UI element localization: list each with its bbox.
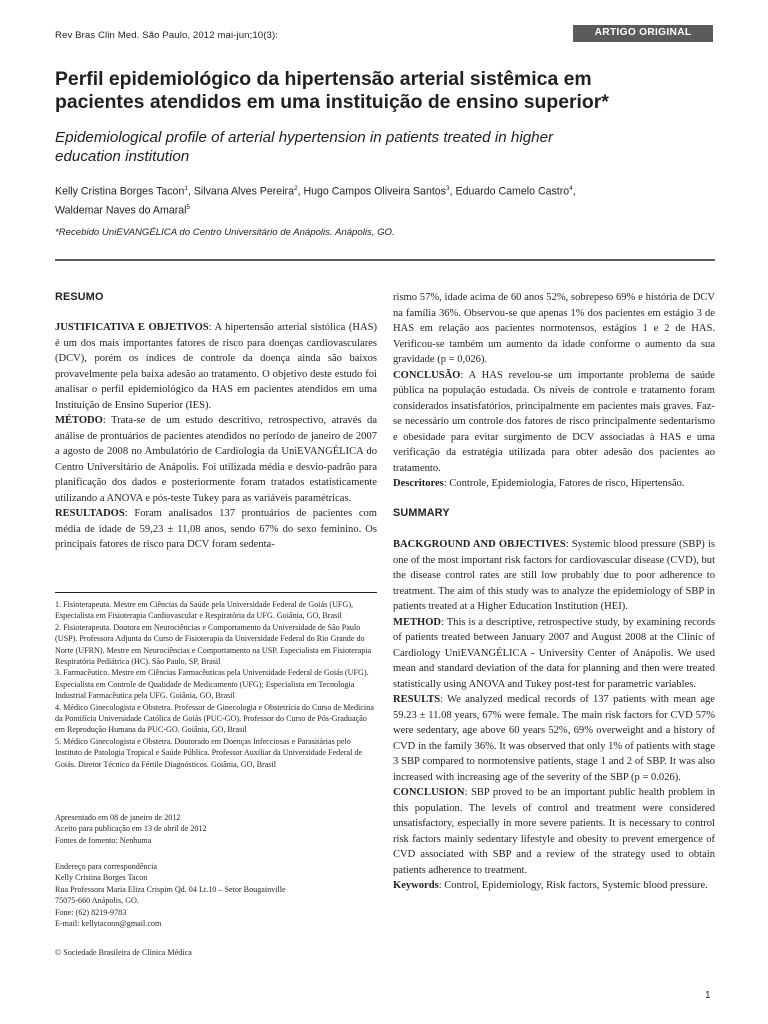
summary-heading: SUMMARY: [393, 507, 450, 519]
correspondence-email: E-mail: kellytaconn@gmail.com: [55, 919, 162, 929]
keywords-label: Keywords: [393, 880, 439, 891]
keywords-text: : Control, Epidemiology, Risk factors, Systemic blood pressure.: [438, 880, 708, 891]
footnote: 4. Médico Ginecologista e Obstetra. Professor de Ginecologia e Obstetrícia do Curso de Medicina da Pontifícia Universidade Católica de Goiás (PUC-GO). Professor do Curso de Pós-Graduação em Reprodução Humana da PUC-GO. Goiânia, GO, Brasil: [55, 702, 374, 735]
author-separator: ,: [297, 185, 304, 198]
author-list: [55, 181, 725, 218]
justificativa-label: JUSTIFICATIVA E OBJETIVOS: [55, 322, 209, 333]
accepted-date: Aceito para publicação em 13 de abril de 2012: [55, 824, 207, 834]
article-title: [55, 68, 715, 113]
conclusao-label: CONCLUSÃO: [393, 369, 461, 381]
correspondence-heading: Endereço para correspondência: [55, 862, 157, 871]
resumo-heading: RESUMO: [55, 291, 104, 303]
header-rule: [573, 40, 713, 42]
author-separator: ,: [572, 185, 576, 198]
resumo-body-left: [55, 320, 377, 553]
correspondence-city: 75075-660 Anápolis, GO.: [55, 896, 139, 906]
results-text: : We analyzed medical records of 137 patients with mean age 59.23 ± 11.08 years, 67% were female. The main risk factors for CVD 57% were sedentary, age above 60 years 52%, 69% overweight and a history of CVD in the family 36%. It was observed that only 1% of patients with stage 3 SBP compared to normotensive patients, stage 1 and 2 of SBP. It was also increased with increasing age of the severity of the SBP (p = 0.026).: [393, 694, 715, 783]
author-name: Hugo Campos Oliveira Santos: [303, 185, 446, 198]
journal-citation: Rev Bras Clin Med. São Paulo, 2012 mai-jun;10(3):: [55, 30, 278, 41]
footnote-rule: [55, 592, 377, 593]
author-separator: ,: [449, 185, 456, 198]
affiliation-footnotes: [55, 599, 377, 770]
footnote: 2. Fisioterapeuta. Doutora em Neurociências e Comportamento da Universidade de São Paulo (USP). Professora Adjunta do Curso de Fisioterapia da Universidade Federal do Rio Grande do Norte (UFRN). Mestre em Neurociências e Comportamento na USP. Especialista em Fisioterapia Respiratória Pediátrica (HC). São Paulo, SP, Brasil: [55, 622, 372, 667]
author-name: Eduardo Camelo Castro: [455, 185, 570, 198]
metodo-label: MÉTODO: [55, 415, 103, 426]
submission-info: [55, 812, 207, 846]
conclusion-text: : SBP proved to be an important public health problem in this population. The levels of control and treatment were considered unsatisfactory, especially in more severe patients. It is necessary to control risk factors mainly sedentary lifestyle and obesity to prevent emergence of CVD associated with SBP and a review of the strategy used to obtain patients adherence to treatment.: [393, 787, 715, 876]
conclusao-text: : A HAS revelou-se um importante problema de saúde pública na população estudada. Os níveis de controle e tratamento foram considerados insatisfatórios, principalmente em pacientes mais graves. Faz-se necessário um controle dos fatores de risco principalmente sedentarismo e obesidade para evitar surgimento de DCV associadas à HAS e uma verificação da estratégia utilizada para obter adesão dos pacientes ao tratamento.: [393, 369, 715, 474]
author-separator: ,: [187, 185, 194, 198]
descritores-text: : Controle, Epidemiologia, Fatores de risco, Hipertensão.: [443, 478, 685, 489]
author-name: Silvana Alves Pereira: [193, 185, 294, 198]
resultados-text: : Foram analisados 137 prontuários de pacientes com média de idade de 59,23 ± 11,08 anos, sendo 67% do sexo feminino. Os principais fatores de risco para DCV foram sedenta-: [55, 508, 377, 550]
resumo-body-right: [393, 290, 715, 492]
results-label: RESULTS: [393, 694, 441, 705]
correspondence-block: [55, 861, 286, 929]
metodo-text: : Trata-se de um estudo descritivo, retrospectivo, através da análise de prontuários de pacientes atendidos no período de janeiro de 2007 a agosto de 2008 no Ambulatório de Cardiologia da UniEVANGÉLICA do Centro Universitário de Anápolis. Foi utilizada média e desvio-padrão para planificação dos dados e posteriormente foram tratados estatisticamente utilizando a ANOVA e pós-teste Tukey para as variáveis paramétricas.: [55, 415, 377, 504]
footnote: 5. Médico Ginecologista e Obstetra. Doutorado em Doenças Infecciosas e Parasitárias pelo Instituto de Patologia Tropical e Saúde Pública. Professor Auxiliar da Universidade Federal de Goiás. Diretor Técnico da Fértile Diagnósticos. Goiânia, GO, Brasil: [55, 736, 363, 769]
author-name: Waldemar Naves do Amaral: [55, 204, 187, 217]
resultados-text-continued: rismo 57%, idade acima de 60 anos 52%, sobrepeso 69% e história de DCV na família 36%. Observou-se que apenas 1% dos pacientes em estágio 3 de HAS em relação aos pacientes normotensos, estágios 1 e 2 de HAS. Verificou-se também um aumento da idade conforme o aumento da sua gravidade (p = 0,026).: [393, 292, 715, 365]
presented-date: Apresentado em 08 de janeiro de 2012: [55, 813, 181, 822]
justificativa-text: : A hipertensão arterial sistólica (HAS) é um dos mais importantes fatores de risco para doenças cardiovasculares (DCV), porém os índices de controle da doença ainda são baixos provavelmente pela baixa adesão ao tratamento. O objetivo deste estudo foi analisar o perfil epidemiológico da HAS em pacientes atendidos em uma Instituição de Ensino Superior (IES).: [55, 322, 377, 411]
author-affiliation-mark: 5: [186, 203, 191, 211]
correspondence-name: Kelly Cristina Borges Tacon: [55, 873, 148, 883]
method-text: : This is a descriptive, retrospective study, by examining records of patients treated between January 2007 and August 2008 at the Clinic of Cardiology UniEVANGÉLICA - University Center of Anápolis. We used mean and standard deviation of the data for planning and then were treated statistically using ANOVA and Tukey post-test for parametric variables.: [393, 616, 715, 690]
copyright-notice: © Sociedade Brasileira de Clínica Médica: [55, 948, 192, 957]
author-affiliation-mark: 4: [569, 185, 573, 192]
article-subtitle-line-1: Epidemiological profile of arterial hypertension in patients treated in higher: [55, 129, 554, 146]
background-label: BACKGROUND AND OBJECTIVES: [393, 539, 566, 550]
correspondence-street: Rua Professora Maria Eliza Crispim Qd. 04 Lt.10 – Setor Bougainville: [55, 884, 286, 894]
article-subtitle: [55, 128, 715, 166]
article-subtitle-line-2: education institution: [55, 148, 190, 165]
correspondence-phone: Fone: (62) 8219-9783: [55, 907, 127, 917]
resultados-label: RESULTADOS: [55, 508, 125, 519]
footnote: 1. Fisioterapeuta. Mestre em Ciências da Saúde pela Universidade Federal de Goiás (UFG), Especialista em Fisioterapia Cardiovascular e Respiratória da UFG. Goiânia, GO, Brasil: [55, 600, 354, 621]
summary-body: [393, 537, 715, 894]
page-number: 1: [705, 990, 711, 1001]
author-affiliation-mark: 2: [293, 185, 298, 192]
method-label: METHOD: [393, 616, 442, 628]
author-name: Kelly Cristina Borges Tacon: [55, 185, 185, 198]
author-affiliation-mark: 1: [184, 185, 188, 192]
article-title-line-1: Perfil epidemiológico da hipertensão arterial sistêmica em: [55, 68, 592, 90]
received-note: *Recebido UniEVANGÉLICA do Centro Universitário de Anápolis. Anápolis, GO.: [55, 227, 395, 238]
footnote: 3. Farmacêutico. Mestre em Ciências Farmacêuticas pela Universidade Federal de Goiás (UFG). Especialista em Controle de Qualidade de Medicamento (UFG); Especialista em Tecnologia Industrial Farmacêutica pela UFG. Goiânia, GO, Brasil: [55, 668, 369, 701]
descritores-label: Descritores: [393, 478, 444, 489]
article-title-line-2: pacientes atendidos em uma instituição de ensino superior*: [55, 90, 609, 113]
conclusion-label: CONCLUSION: [393, 787, 465, 798]
funding-source: Fontes de fomento: Nenhuma: [55, 835, 152, 845]
background-text: : Systemic blood pressure (SBP) is one of the most important risk factors for cardiovascular disease (CVD), but the disease control rates are still low probably due to poor adherence to treatment. The aim of this study was to analyze the epidemiology of SBP in patients treated at a Higher Education Institution (HEI).: [393, 539, 715, 612]
author-affiliation-mark: 3: [445, 185, 450, 192]
section-divider: [55, 259, 715, 261]
section-badge: ARTIGO ORIGINAL: [573, 25, 713, 40]
